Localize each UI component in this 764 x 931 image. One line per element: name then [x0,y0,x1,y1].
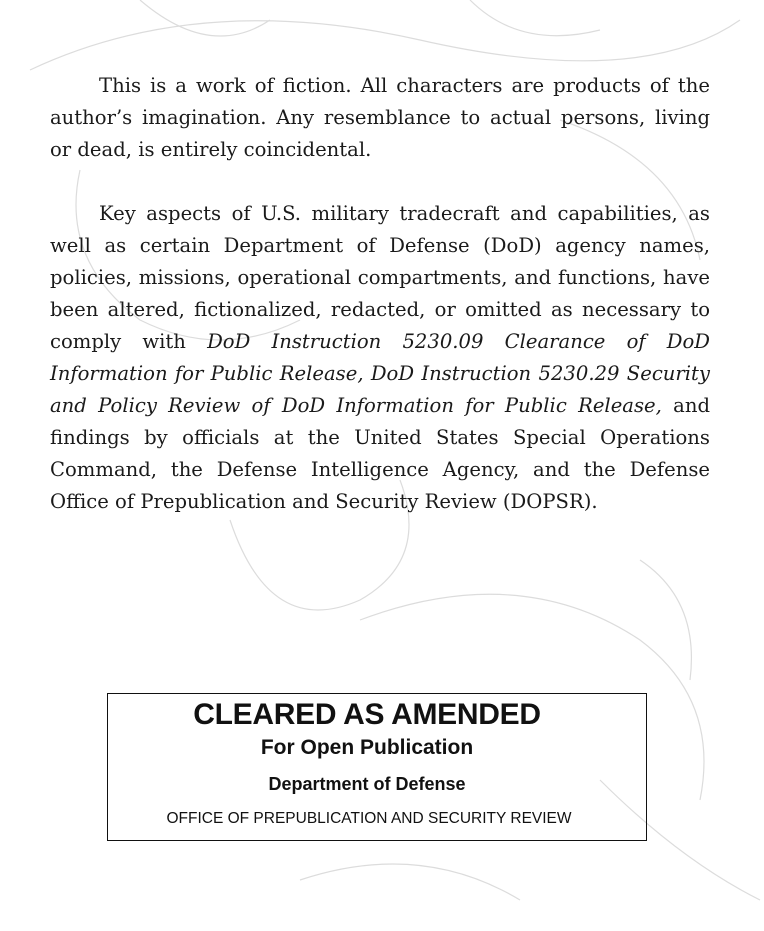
fiction-notice-text: This is a work of fiction. All characters are products of the author’s imagination. Any resemblance to actual persons, living or dead, is entirely coincidental. [50,74,710,161]
clearance-disclaimer-paragraph [50,198,710,518]
stamp-subheading: For Open Publication [260,736,474,759]
watermark-curve [470,0,600,36]
watermark-curve [140,0,270,36]
watermark-curve [30,20,740,70]
stamp-organization: Department of Defense [268,774,466,794]
stamp-office: OFFICE OF PREPUBLICATION AND SECURITY REVIEW [166,810,572,827]
fiction-disclaimer-paragraph [50,70,710,166]
watermark-curve [300,864,520,900]
clearance-intro-text: Key aspects of U.S. military tradecraft and capabilities, as well as certain Department of Defense (DoD) agency names, policies, missions, operational compartments, and functions, have been altered, fictionalized, redacted, or omitted as necessary to comply with [50,202,710,353]
clearance-stamp [107,693,647,841]
watermark-curve [640,560,691,680]
clearance-outro-text: and findings by officials at the United States Special Operations Command, the Defense Intelligence Agency, and the Defense Office of Prepublication and Security Review (DOPSR). [50,394,710,513]
stamp-heading: CLEARED AS AMENDED [193,698,541,731]
instructions-cited-text: DoD Instruction 5230.09 Clearance of DoD Information for Public Release, DoD Instruction 5230.29 Security and Policy Review of DoD Information for Public Release, [50,330,710,417]
